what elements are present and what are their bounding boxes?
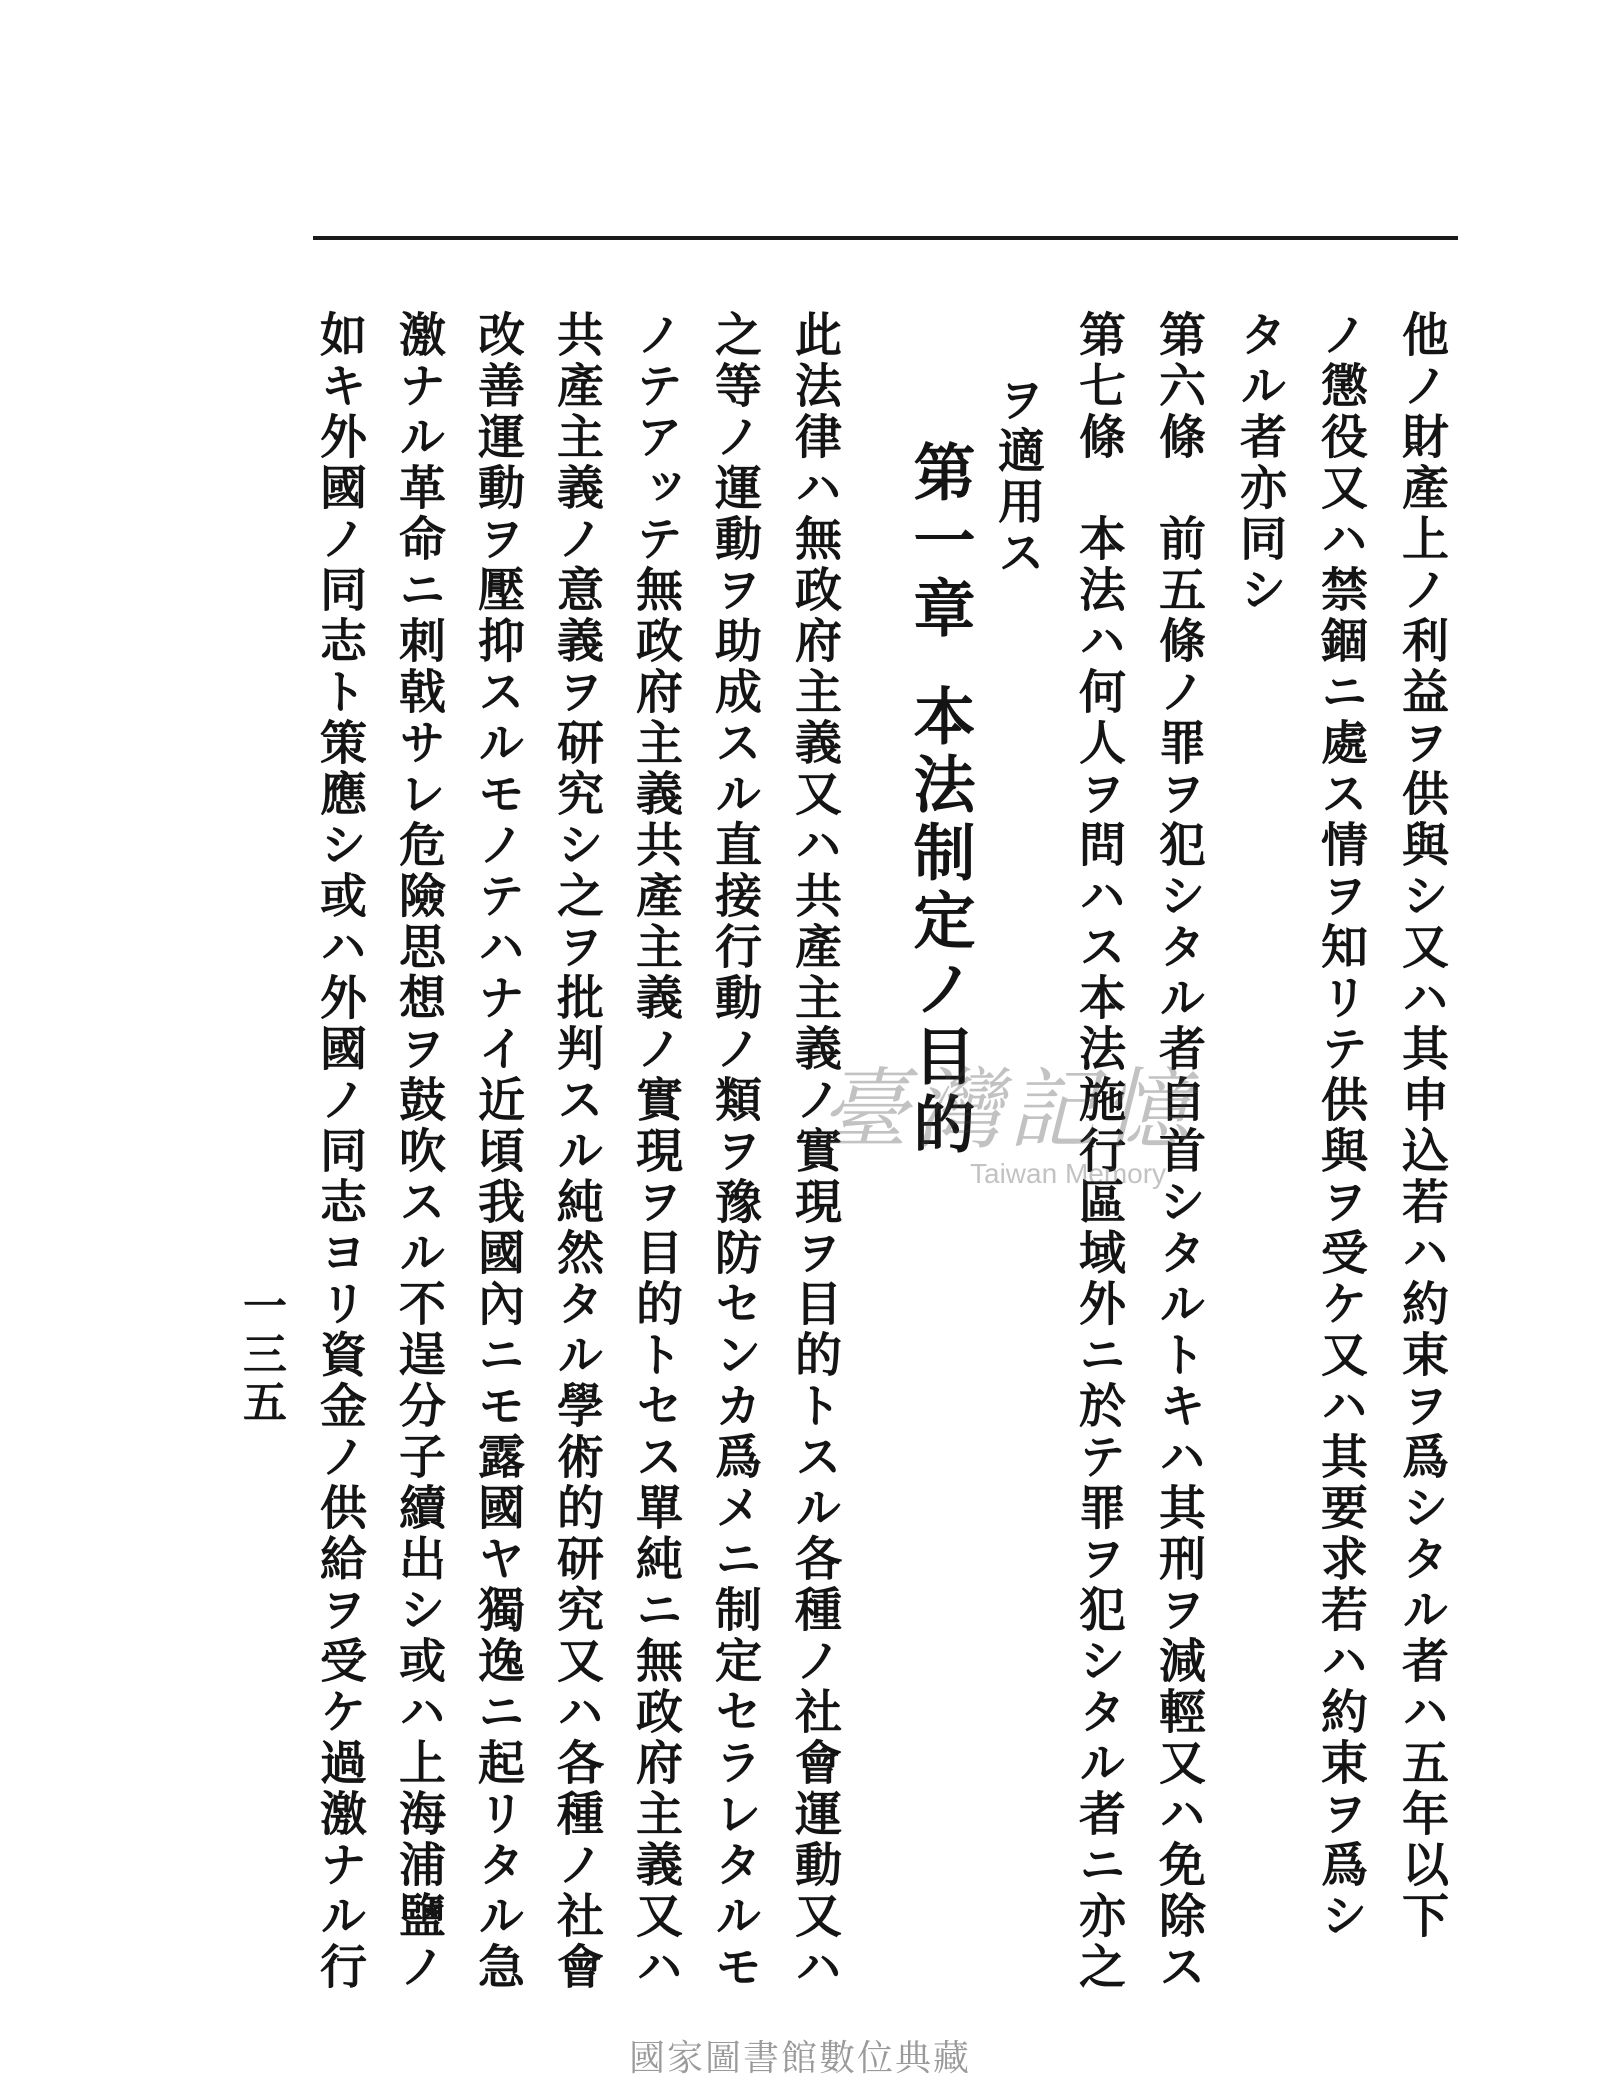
watermark-text: 臺灣記憶 (820, 1058, 1197, 1161)
article-6-column: 第六條 前五條ノ罪ヲ犯シタル者自首シタルトキハ其刑ヲ減輕又ハ免除ス (1151, 310, 1206, 1993)
footer-text: 國家圖書館數位典藏 (628, 2038, 971, 2079)
page-number: 一三五 (235, 1283, 286, 1427)
chapter-title: 本法制定ノ目的 (903, 684, 976, 1160)
text-column-6: ヲ適用ス (990, 375, 1045, 579)
text-column-10: ノテアッテ無政府主義共產主義ノ實現ヲ目的トセス單純ニ無政府主義又ハ (628, 310, 683, 1993)
text-column-2: ノ懲役又ハ禁錮ニ處ス情ヲ知リテ供與ヲ受ケ又ハ其要求若ハ約束ヲ爲シ (1313, 310, 1368, 1942)
article-7-column: 第七條 本法ハ何人ヲ問ハス本法施行區域外ニ於テ罪ヲ犯シタル者ニ亦之 (1071, 310, 1126, 1993)
text-column-12: 改善運動ヲ壓抑スルモノテハナイ近頃我國內ニモ露國ヤ獨逸ニ起リタル急 (470, 310, 525, 1993)
header-rule (313, 236, 1458, 240)
text-column-1: 他ノ財產上ノ利益ヲ供與シ又ハ其申込若ハ約束ヲ爲シタル者ハ五年以下 (1394, 310, 1449, 1942)
text-column-11: 共產主義ノ意義ヲ研究シ之ヲ批判スル純然タル學術的研究又ハ各種ノ社會 (549, 310, 604, 1993)
text-column-3: タル者亦同シ (1232, 310, 1287, 616)
text-column-14: 如キ外國ノ同志ト策應シ或ハ外國ノ同志ヨリ資金ノ供給ヲ受ケ過激ナル行 (312, 310, 367, 1993)
chapter-number: 第一章 (903, 440, 976, 644)
watermark-logo (820, 1040, 1260, 1210)
text-column-9: 之等ノ運動ヲ助成スル直接行動ノ類ヲ豫防センカ爲メニ制定セラレタルモ (707, 310, 762, 1993)
text-column-13: 激ナル革命ニ刺戟サレ危險思想ヲ鼓吹スル不逞分子續出シ或ハ上海浦鹽ノ (391, 310, 446, 1993)
text-column-8: 此法律ハ無政府主義又ハ共產主義ノ實現ヲ目的トスル各種ノ社會運動又ハ (787, 310, 842, 1993)
watermark-subtext: Taiwan Memory (970, 1158, 1167, 1189)
